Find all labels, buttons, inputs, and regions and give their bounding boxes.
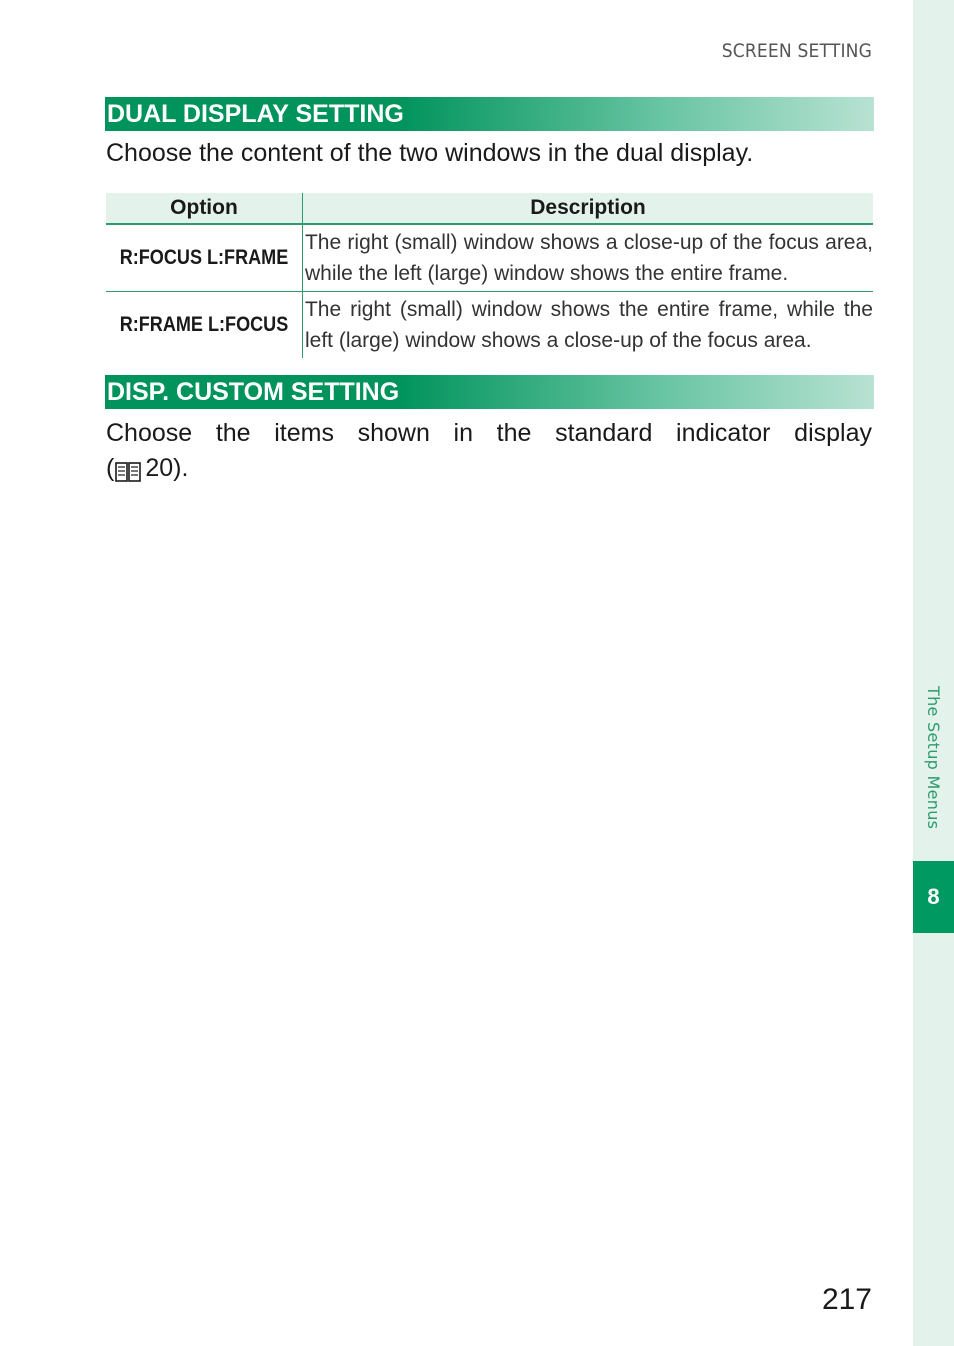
option-name: R:FRAME L:FOCUS	[119, 313, 289, 336]
options-table	[106, 193, 873, 358]
option-name-cell	[106, 292, 302, 359]
column-header-description: Description	[302, 193, 873, 224]
column-header-option: Option	[106, 193, 302, 224]
paren-open: (	[106, 454, 115, 482]
section-heading-disp-custom: DISP. CUSTOM SETTING	[105, 375, 874, 409]
running-head: SCREEN SETTING	[721, 40, 872, 62]
chapter-tab[interactable]: 8	[913, 861, 954, 933]
section-body-line2	[106, 451, 188, 486]
option-name: R:FOCUS L:FRAME	[119, 246, 289, 269]
page-number: 217	[821, 1283, 872, 1316]
option-description: The right (small) window shows a close-up of the focus area, while the left (large) window shows the entire frame.	[302, 224, 873, 292]
chapter-title: The Setup Menus	[924, 686, 943, 830]
page-reference[interactable]: 20).	[145, 454, 189, 482]
option-name-cell	[106, 224, 302, 292]
table-row	[106, 224, 873, 292]
book-icon[interactable]	[114, 458, 142, 480]
section-body-line1: Choose the items shown in the standard indicator display	[106, 419, 872, 447]
option-description: The right (small) window shows the entire frame, while the left (large) window shows a close-up of the focus area.	[304, 297, 873, 352]
table-header-row	[106, 193, 873, 224]
side-strip	[913, 0, 954, 1346]
chapter-side-label	[913, 686, 954, 856]
section-intro-text: Choose the content of the two windows in the dual display.	[106, 139, 754, 167]
table-row	[106, 292, 873, 359]
section-heading-dual-display: DUAL DISPLAY SETTING	[105, 97, 874, 131]
